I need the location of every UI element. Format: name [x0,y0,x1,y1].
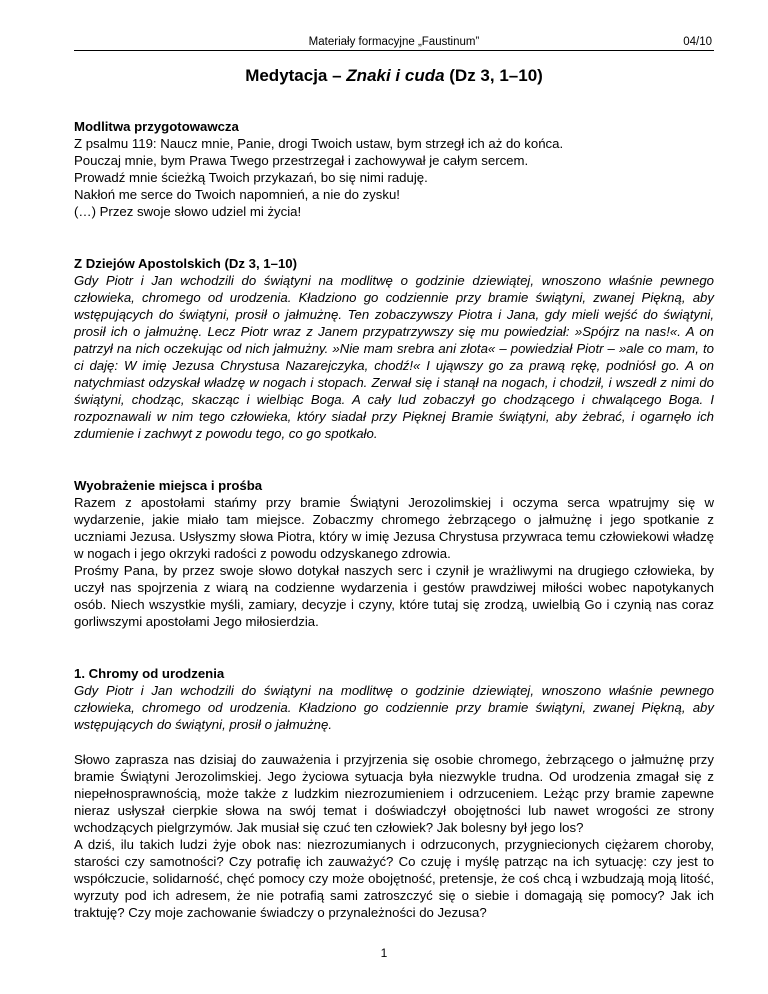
page-number: 1 [380,946,388,960]
prayer-heading: Modlitwa przygotowawcza [74,119,239,134]
point1-paragraph: A dziś, ilu takich ludzi żyje obok nas: niezrozumianych i odrzuconych, przygniecionych ciężarem choroby, starości czy samotności? Czy potrafię ich zauważyć? Co czuję i myślę patrząc na ich sytuację: czy jest to współczucie, solidarność, chęć pomocy czy może obojętność, pretensje, że coś chcą i wzbudzają moją litość, wyrzuty pod ich adresem, że nie potrafią sami zatroszczyć się o siebie i domagają się pomocy? Jak ich traktuję? Czy moje zachowanie świadczy o przynależności do Jezusa? [74,837,714,920]
page-header [74,30,714,51]
prayer-line: (…) Przez swoje słowo udziel mi życia! [74,204,302,219]
title-suffix: (Dz 3, 1–10) [444,66,543,85]
acts-section [74,255,714,442]
title-italic: Znaki i cuda [346,66,445,85]
point1-paragraph: Słowo zaprasza nas dzisiaj do zauważenia i przyjrzenia się osobie chromego, żebrzącego o jałmużnę przy bramie Świątyni Jerozolimskiej. Jego życiowa sytuacja była niezwykle trudna. Od urodzenia zmagał się z niepełnosprawnością, może także z ludzkim niezrozumieniem i odrzuceniem. Leżąc przy bramie zapewne nieraz usłyszał cierpkie słowa na swój temat i doświadczył obojętności lub nawet wrogości ze strony wchodzących pielgrzymów. Jak musiał się czuć ten człowiek? Jak bolesny był jego los? [74,752,714,835]
prayer-line: Pouczaj mnie, bym Prawa Twego przestrzegał i zachowywał je całym sercem. [74,153,529,168]
page-title [74,66,714,86]
spacer [74,733,714,751]
imagination-heading: Wyobrażenie miejsca i prośba [74,478,263,493]
header-title: Materiały formacyjne „Faustinum” [308,36,480,48]
point1-section [74,665,714,921]
title-prefix: Medytacja – [245,66,347,85]
prayer-line: Z psalmu 119: Naucz mnie, Panie, drogi Twoich ustaw, bym strzegł ich aż do końca. [74,136,564,151]
prayer-section [74,118,714,220]
prayer-line: Prowadź mnie ścieżką Twoich przykazań, bo się nimi raduję. [74,170,428,185]
acts-heading: Z Dziejów Apostolskich (Dz 3, 1–10) [74,256,298,271]
prayer-line: Nakłoń me serce do Twoich napomnień, a nie do zysku! [74,187,400,202]
point1-heading: 1. Chromy od urodzenia [74,666,225,681]
imagination-section [74,477,714,630]
point1-reading: Gdy Piotr i Jan wchodzili do świątyni na modlitwę o godzinie dziewiątej, wnoszono właśnie pewnego człowieka, chromego od urodzenia. Kładziono go codziennie przy bramie świątyni, zwanej Piękną, aby wstępujących do świątyni, prosił o jałmużnę. [74,683,714,732]
imagination-paragraph: Prośmy Pana, by przez swoje słowo dotykał naszych serc i czynił je wrażliwymi na drugiego człowieka, by uczył nas spojrzenia z wiarą na codzienne wydarzenia i gestów prawdziwej miłości wobec napotykanych osób. Niech wszystkie myśli, zamiary, decyzje i czyny, które tutaj się zrodzą, uwielbią Go i czynią nas coraz gorliwszymi apostołami Jego miłosierdzia. [74,563,714,629]
acts-reading: Gdy Piotr i Jan wchodzili do świątyni na modlitwę o godzinie dziewiątej, wnoszono właśnie pewnego człowieka, chromego od urodzenia. Kładziono go codziennie przy bramie świątyni, zwanej Piękną, aby wstępujących do świątyni, prosił o jałmużnę. Ten zobaczywszy Piotra i Jana, gdy mieli wejść do świątyni, prosił ich o jałmużnę. Lecz Piotr wraz z Janem przypatrzywszy się mu powiedział: »Spójrz na nas!«. A on patrzył na nich oczekując od nich jałmużny. »Nie mam srebra ani złota« – powiedział Piotr – »ale co mam, to ci daję: W imię Jezusa Chrystusa Nazarejczyka, chodź!« I ująwszy go za prawą rękę, podniósł go. A on natychmiast odzyskał władzę w nogach i stopach. Zerwał się i stanął na nogach, i chodził, i wszedł z nimi do świątyni, chodząc, skacząc i wielbiąc Boga. A cały lud zobaczył go chodzącego i chwalącego Boga. I rozpoznawali w nim tego człowieka, który siadał przy Pięknej Bramie świątyni, aby żebrać, i ogarnęło ich zdumienie i zachwyt z powodu tego, co go spotkało. [74,273,714,441]
header-page-indicator: 04/10 [683,36,712,48]
imagination-paragraph: Razem z apostołami stańmy przy bramie Świątyni Jerozolimskiej i oczyma serca wpatrujmy się w wydarzenie, jakie miało tam miejsce. Zobaczmy chromego żebrzącego o jałmużnę i jego spotkanie z uczniami Jezusa. Usłyszmy słowa Piotra, który w imię Jezusa Chrystusa przywraca temu człowiekowi władzę w nogach i jego okrzyki radości z powodu odzyskanego zdrowia. [74,495,714,561]
document-body [74,118,714,956]
